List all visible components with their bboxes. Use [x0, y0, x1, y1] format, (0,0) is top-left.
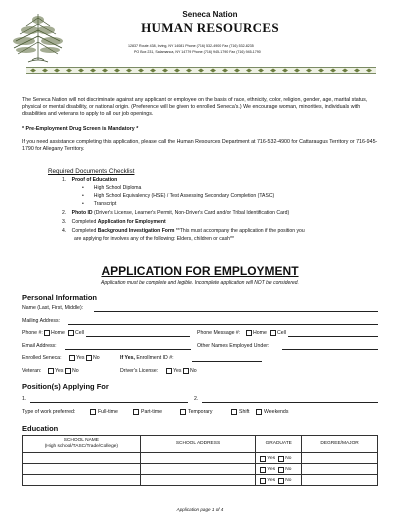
license-yes-checkbox[interactable]	[166, 368, 172, 374]
message-home-label: Home	[253, 330, 267, 336]
degree-cell[interactable]	[302, 475, 378, 486]
column-header-degree: DEGREE/MAJOR	[302, 436, 378, 453]
phone-message-field[interactable]	[288, 336, 378, 337]
if-yes-label: If Yes,	[120, 355, 135, 361]
phone-cell-label: Cell	[75, 330, 84, 336]
enrollment-id-label	[120, 355, 174, 361]
school-name-cell[interactable]	[23, 475, 141, 486]
graduate-cell	[256, 453, 302, 464]
school-address-cell[interactable]	[140, 475, 256, 486]
work-type-label: Type of work preferred:	[22, 409, 76, 415]
license-no-checkbox[interactable]	[183, 368, 189, 374]
shift-label: Shift	[239, 409, 250, 415]
organization-name: Seneca Nation	[182, 10, 238, 19]
message-cell-label: Cell	[277, 330, 286, 336]
graduate-yes-label: Yes	[267, 466, 276, 472]
graduate-yes-checkbox[interactable]	[260, 467, 266, 473]
email-row	[22, 343, 378, 351]
veteran-no-checkbox[interactable]	[65, 368, 71, 374]
checklist-item-3-label: Application for Employment	[97, 219, 166, 225]
email-label: Email Address:	[22, 343, 57, 349]
address-line-2: PO Box 231, Salamanca, NY 14779 Phone (716) 945-1790 Fax (716) 945-1790	[134, 50, 261, 54]
bullet-icon: •	[82, 185, 84, 191]
email-field[interactable]	[65, 349, 191, 350]
part-time-checkbox[interactable]	[133, 409, 139, 415]
table-row	[23, 453, 378, 464]
name-row	[22, 305, 378, 313]
table-row	[23, 464, 378, 475]
enrolled-yes-checkbox[interactable]	[69, 355, 75, 361]
position-2-field[interactable]	[202, 402, 378, 403]
checklist-sub-3-label: Transcript	[93, 201, 117, 207]
phone-cell-checkbox[interactable]	[68, 330, 74, 336]
checklist-item-3-prefix: Completed	[71, 219, 98, 225]
veteran-no-label: No	[72, 368, 79, 374]
checklist-item-4-number: 4.	[62, 228, 67, 234]
enrolled-no-label: No	[93, 355, 100, 361]
graduate-no-label: No	[285, 455, 292, 461]
positions-row	[22, 396, 378, 404]
veteran-label: Veteran:	[22, 368, 42, 374]
checklist-sub-3	[82, 201, 116, 207]
checklist-sub-2	[82, 193, 274, 199]
column-header-graduate: GRADUATE	[256, 436, 302, 453]
license-no-label: No	[190, 368, 197, 374]
graduate-yes-label: Yes	[267, 477, 276, 483]
nondiscrimination-notice: The Seneca Nation will not discriminate against any applicant or employee on the basis of race, ethnicity, color, religion, gender, age, marital status, physical or mental disability, or national origin. (Preference will be given to enrolled Seneca's.) We encourage woman, minorities, individuals with disabilities and veterans to apply to all our job openings.	[22, 97, 368, 117]
checklist-item-3	[62, 219, 166, 225]
phone-field[interactable]	[86, 336, 190, 337]
enrollment-id-text: Enrollment ID #:	[134, 355, 174, 361]
education-table	[22, 435, 378, 486]
table-row	[23, 475, 378, 486]
temporary-checkbox[interactable]	[180, 409, 186, 415]
graduate-no-checkbox[interactable]	[278, 478, 284, 484]
veteran-yes-label: Yes	[55, 368, 64, 374]
graduate-no-label: No	[285, 477, 292, 483]
enrolled-yes-label: Yes	[76, 355, 85, 361]
assistance-notice: If you need assistance completing this application, please call the Human Resources Department at 716-532-4900 for Cattaraugus Territory or 716-945-1790 for Allegany Territory.	[22, 139, 378, 152]
page-footer: Application page 1 of 4	[176, 507, 224, 512]
drivers-license-label: Driver's License:	[120, 368, 159, 374]
address-line-1: 12837 Route 438, Irving, NY 14081 Phone (716) 532-4900 Fax (716) 532-8235	[128, 44, 254, 48]
temporary-label: Temporary	[188, 409, 213, 415]
position-1-number: 1.	[22, 396, 27, 402]
veteran-yes-checkbox[interactable]	[48, 368, 54, 374]
personal-info-heading: Personal Information	[22, 293, 98, 302]
checklist-item-2-label: Photo ID	[71, 210, 93, 216]
checklist-item-4-prefix: Completed	[71, 228, 98, 234]
phone-label: Phone #:	[22, 330, 43, 336]
bullet-icon: •	[82, 193, 84, 199]
weekends-checkbox[interactable]	[256, 409, 262, 415]
checklist-sub-1-label: High School Diploma	[93, 185, 142, 191]
bullet-icon: •	[82, 201, 84, 207]
education-heading: Education	[22, 424, 59, 433]
message-cell-checkbox[interactable]	[270, 330, 276, 336]
full-time-label: Full-time	[98, 409, 118, 415]
school-address-cell[interactable]	[140, 464, 256, 475]
graduate-no-label: No	[285, 466, 292, 472]
shift-checkbox[interactable]	[231, 409, 237, 415]
checklist-item-2-number: 2.	[62, 210, 67, 216]
mailing-row	[22, 318, 378, 326]
degree-cell[interactable]	[302, 464, 378, 475]
name-label: Name (Last, First, Middle):	[22, 305, 84, 311]
checklist-item-4-continued: are applying for involves any of the following: Elders, children or cash**	[74, 236, 234, 242]
decorative-border	[26, 67, 376, 74]
school-name-header: SCHOOL NAME	[63, 438, 99, 443]
checklist-item-1-number: 1.	[62, 177, 67, 183]
column-header-school-address: SCHOOL ADDRESS	[140, 436, 256, 453]
other-names-label: Other Names Employed Under:	[197, 343, 270, 349]
graduate-yes-checkbox[interactable]	[260, 478, 266, 484]
enrolled-row	[22, 355, 378, 363]
checklist-item-2-detail: (Driver's License, Learner's Permit, Non-Driver's Card and/or Tribal Identification Card)	[92, 210, 290, 216]
school-name-cell[interactable]	[23, 464, 141, 475]
school-name-subheader: (High school/TASC/Trade/College)	[44, 444, 119, 449]
mailing-label: Mailing Address:	[22, 318, 61, 324]
checklist-item-2	[62, 210, 289, 216]
phone-home-label: Home	[51, 330, 65, 336]
school-name-cell[interactable]	[23, 453, 141, 464]
veteran-row	[22, 368, 378, 376]
checklist-item-4	[62, 228, 305, 234]
checklist-sub-1	[82, 185, 141, 191]
enrolled-no-checkbox[interactable]	[86, 355, 92, 361]
enrollment-id-field[interactable]	[192, 361, 262, 362]
position-2-number: 2.	[194, 396, 199, 402]
application-title: APPLICATION FOR EMPLOYMENT	[101, 264, 299, 278]
graduate-no-checkbox[interactable]	[278, 456, 284, 462]
drug-screen-notice: * Pre-Employment Drug Screen is Mandatory *	[22, 126, 139, 132]
graduate-yes-checkbox[interactable]	[260, 456, 266, 462]
license-yes-label: Yes	[173, 368, 182, 374]
checklist-sub-2-label: High School Equivalency (HSE) / Test Assessing Secondary Completion (TASC)	[93, 193, 275, 199]
checklist-item-4-label: Background Investigation Form	[97, 228, 175, 234]
application-subtitle: Application must be complete and legible. Incomplete application will NOT be considered.	[101, 280, 299, 286]
work-type-row	[22, 409, 378, 417]
graduate-no-checkbox[interactable]	[278, 467, 284, 473]
checklist-item-1-label: Proof of Education	[71, 177, 118, 183]
mailing-address-field[interactable]	[68, 324, 378, 325]
phone-row	[22, 330, 378, 338]
department-name: HUMAN RESOURCES	[141, 20, 279, 35]
graduate-yes-label: Yes	[267, 455, 276, 461]
checklist-item-4-detail: **This must accompany the application if the position you	[174, 228, 305, 234]
part-time-label: Part-time	[141, 409, 163, 415]
checklist-title: Required Documents Checklist	[48, 168, 135, 175]
message-home-checkbox[interactable]	[246, 330, 252, 336]
school-address-cell[interactable]	[140, 453, 256, 464]
phone-home-checkbox[interactable]	[44, 330, 50, 336]
full-time-checkbox[interactable]	[90, 409, 96, 415]
graduate-cell	[256, 464, 302, 475]
checklist-item-1	[62, 177, 117, 183]
column-header-school-name	[23, 436, 141, 453]
position-1-field[interactable]	[30, 402, 188, 403]
phone-message-label: Phone Message #:	[197, 330, 241, 336]
checklist-item-3-number: 3.	[62, 219, 67, 225]
degree-cell[interactable]	[302, 453, 378, 464]
weekends-label: Weekends	[264, 409, 289, 415]
name-field[interactable]	[94, 311, 378, 312]
other-names-field[interactable]	[282, 349, 378, 350]
graduate-cell	[256, 475, 302, 486]
enrolled-label: Enrolled Seneca:	[22, 355, 62, 361]
positions-heading: Position(s) Applying For	[22, 382, 109, 391]
